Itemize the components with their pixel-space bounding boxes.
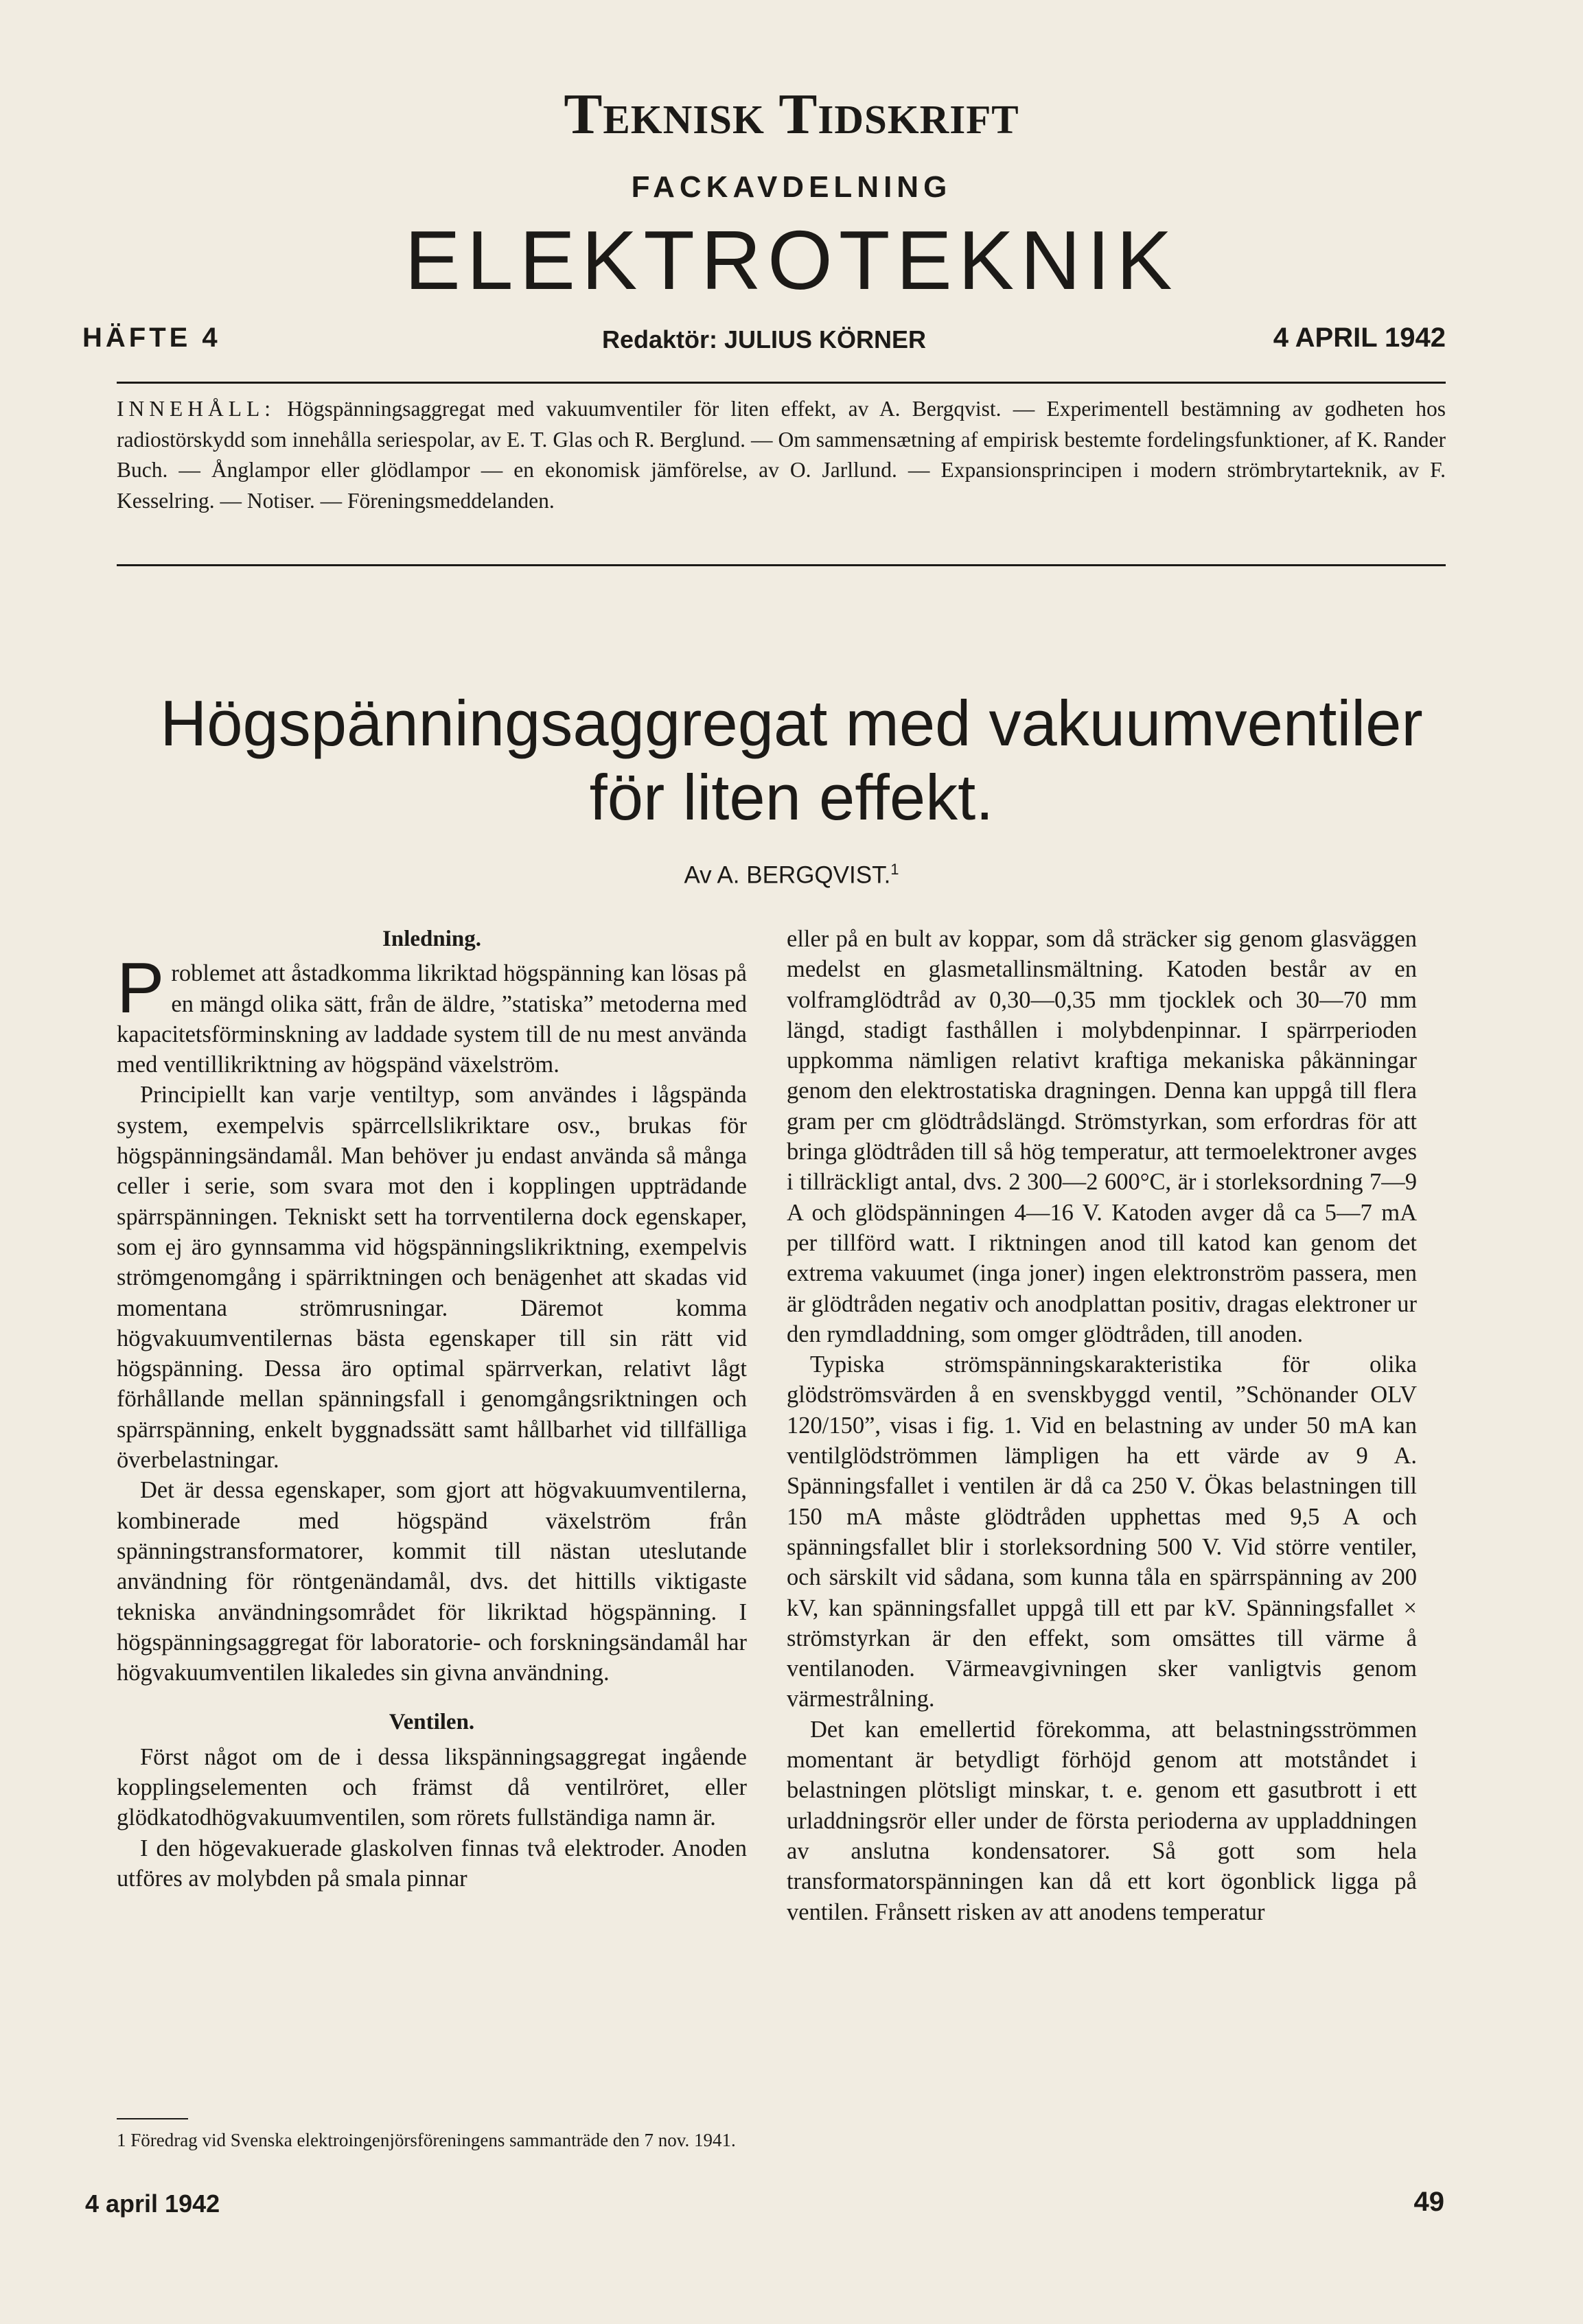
footnote: 1 Föredrag vid Svenska elektroingenjörsföreningens sammanträde den 7 nov. 1941. [117, 2130, 736, 2150]
article-title [0, 686, 1583, 835]
table-of-contents [117, 394, 1446, 516]
paragraph-3: Det är dessa egenskaper, som gjort att högvakuumventilerna, kombinerade med högspänd växelström från spänningstransformatorer, kommit till nästan uteslutande användning för röntgenändamål, dvs. det hittills viktigaste tekniska användningsområdet för likriktad högspänning. I högspänningsaggregat för laboratorie- och forskningsändamål har högvakuumventilen likaledes sin givna användning. [117, 1477, 747, 1686]
paragraph-1 [117, 949, 747, 1080]
paragraph-6: eller på en bult av koppar, som då sträcker sig genom glasväggen medelst en glasmetallinsmältning. Katoden består av en volframglödtråd av 0,30—0,35 mm tjocklek och 30—70 mm längd, stadigt fasthållen i molybdenpinnar. I spärrperioden uppkomma nämligen relativt kraftiga mekaniska påkänningar genom den elektrostatiska dragningen. Denna kan uppgå till flera gram per cm glödtrådslängd. Strömstyrkan, som erfordras för att bringa glödtråden till så hög temperatur, att termoelektroner avges i tillräckligt antal, dvs. 2 300—2 600°C, är i storleksordning 7—9 A och glödspänningen 4—16 V. Katoden avger då ca 5—7 mA per tillförd watt. I riktningen anod till katod kan genom det extrema vakuumet (inga joner) ingen elektronström passera, men är glödtråden negativ och anodplattan positiv, dragas elektroner ur den rymdladdning, som omger glödtråden, till anoden. [787, 926, 1417, 1347]
issue-meta-row [82, 323, 1446, 364]
author: Av A. BERGQVIST. [684, 861, 891, 889]
page-number: 49 [1413, 2187, 1444, 2217]
contents-bottom-rule [117, 564, 1446, 566]
contents-top-rule [117, 382, 1446, 384]
section-label: FACKAVDELNING [631, 170, 952, 204]
issue-date: 4 APRIL 1942 [1273, 323, 1446, 353]
contents-text: Högspänningsaggregat med vakuumventiler för liten effekt, av A. Bergqvist. — Experimentell bestämning av godheten hos radiostörskydd som innehålla seriespolar, av E. T. Glas och R. Berglund. — Om sammensætning af empirisk bestemte fordelingsfunktioner, af K. Rander Buch. — Ånglampor eller glödlampor — en ekonomisk jämförelse, av O. Jarllund. — Expansionsprincipen i modern strömbrytarteknik, av F. Kesselring. — Notiser. — Föreningsmeddelanden. [117, 397, 1446, 513]
right-column [787, 924, 1417, 1927]
journal-title: Teknisk Tidskrift [564, 82, 1019, 146]
heading-inledning: Inledning. [382, 927, 481, 951]
section-title: ELEKTROTEKNIK [404, 213, 1179, 307]
footnote-rule [117, 2118, 188, 2119]
article-title-line-2: för liten effekt. [589, 761, 994, 833]
byline [0, 861, 1583, 890]
issue-number: HÄFTE 4 [82, 323, 221, 353]
paragraph-1-text: roblemet att åstadkomma likriktad högspänning kan lösas på en mängd olika sätt, från de äldre, ”statiska” metoderna med kapacitetsförminskning av laddade system till de nu mest använda med ventillikriktning av högspänd växelström. [117, 960, 747, 1078]
drop-cap: P [117, 949, 165, 1029]
footnote-marker: 1 [890, 861, 899, 878]
paragraph-7: Typiska strömspänningskarakteristika för olika glödströmsvärden å en svenskbyggd ventil, ”Schönander OLV 120/150”, visas i fig. 1. Vid en belastning av under 50 mA kan ventilglödströmmen lämpligen ha ett värde av 9 A. Spänningsfallet i ventilen är då ca 250 V. Ökas belastningen till 150 mA måste glödtråden upphettas med 9,5 A och spänningsfallet blir i storleksordning 500 V. Vid större ventiler, och särskilt vid sådana, som kunna tåla en spärrspänning av 200 kV, kan spänningsfallet uppgå till ett par kV. Spänningsfallet × strömstyrkan är den effekt, som omsättes till värme å ventilanoden. Värmeavgivningen sker vanligtvis genom värmestrålning. [787, 1351, 1417, 1712]
paragraph-5: I den högevakuerade glaskolven finnas två elektroder. Anoden utföres av molybden på smala pinnar [117, 1835, 747, 1892]
footer-date: 4 april 1942 [85, 2189, 220, 2218]
left-column [117, 924, 747, 1894]
paragraph-8: Det kan emellertid förekomma, att belastningsströmmen momentant är betydligt förhöjd genom att motståndet i belastningen plötsligt minskar, t. e. genom ett gasutbrott i ett urladdningsrör eller under de första perioderna av uppladdningen av anslutna kondensatorer. Så gott som hela transformatorspänningen kan då ett kort ögonblick ligga på ventilen. Frånsett risken av att anodens temperatur [787, 1716, 1417, 1925]
contents-label: INNEHÅLL: [117, 397, 275, 421]
heading-ventilen: Ventilen. [389, 1710, 475, 1735]
editor-line: Redaktör: JULIUS KÖRNER [601, 325, 927, 353]
article-title-line-1: Högspänningsaggregat med vakuumventiler [160, 687, 1423, 759]
paragraph-4: Först något om de i dessa likspänningsaggregat ingående kopplingselementen och främst då ventilröret, eller glödkatodhögvakuumventilen, som rörets fullständiga namn är. [117, 1743, 747, 1831]
paragraph-2: Principiellt kan varje ventiltyp, som användes i lågspända system, exempelvis spärrcellslikriktare osv., brukas för högspänningsändamål. Man behöver ju endast använda så många celler i serie, som svara mot den i kopplingen uppträdande spärrspänningen. Tekniskt sett ha torrventilerna dock egenskaper, som ej äro gynnsamma vid högspänningslikriktning, exempelvis strömgenomgång i spärriktningen och benägenhet att skadas vid momentana strömrusningar. Däremot komma högvakuumventilernas bästa egenskaper till sin rätt vid högspänning. Dessa äro optimal spärrverkan, relativt lågt förhållande mellan spänningsfall i genomgångsriktningen och spärrspänning, enkelt byggnadssätt samt hållbarhet vid tillfälliga överbelastningar. [117, 1082, 747, 1474]
